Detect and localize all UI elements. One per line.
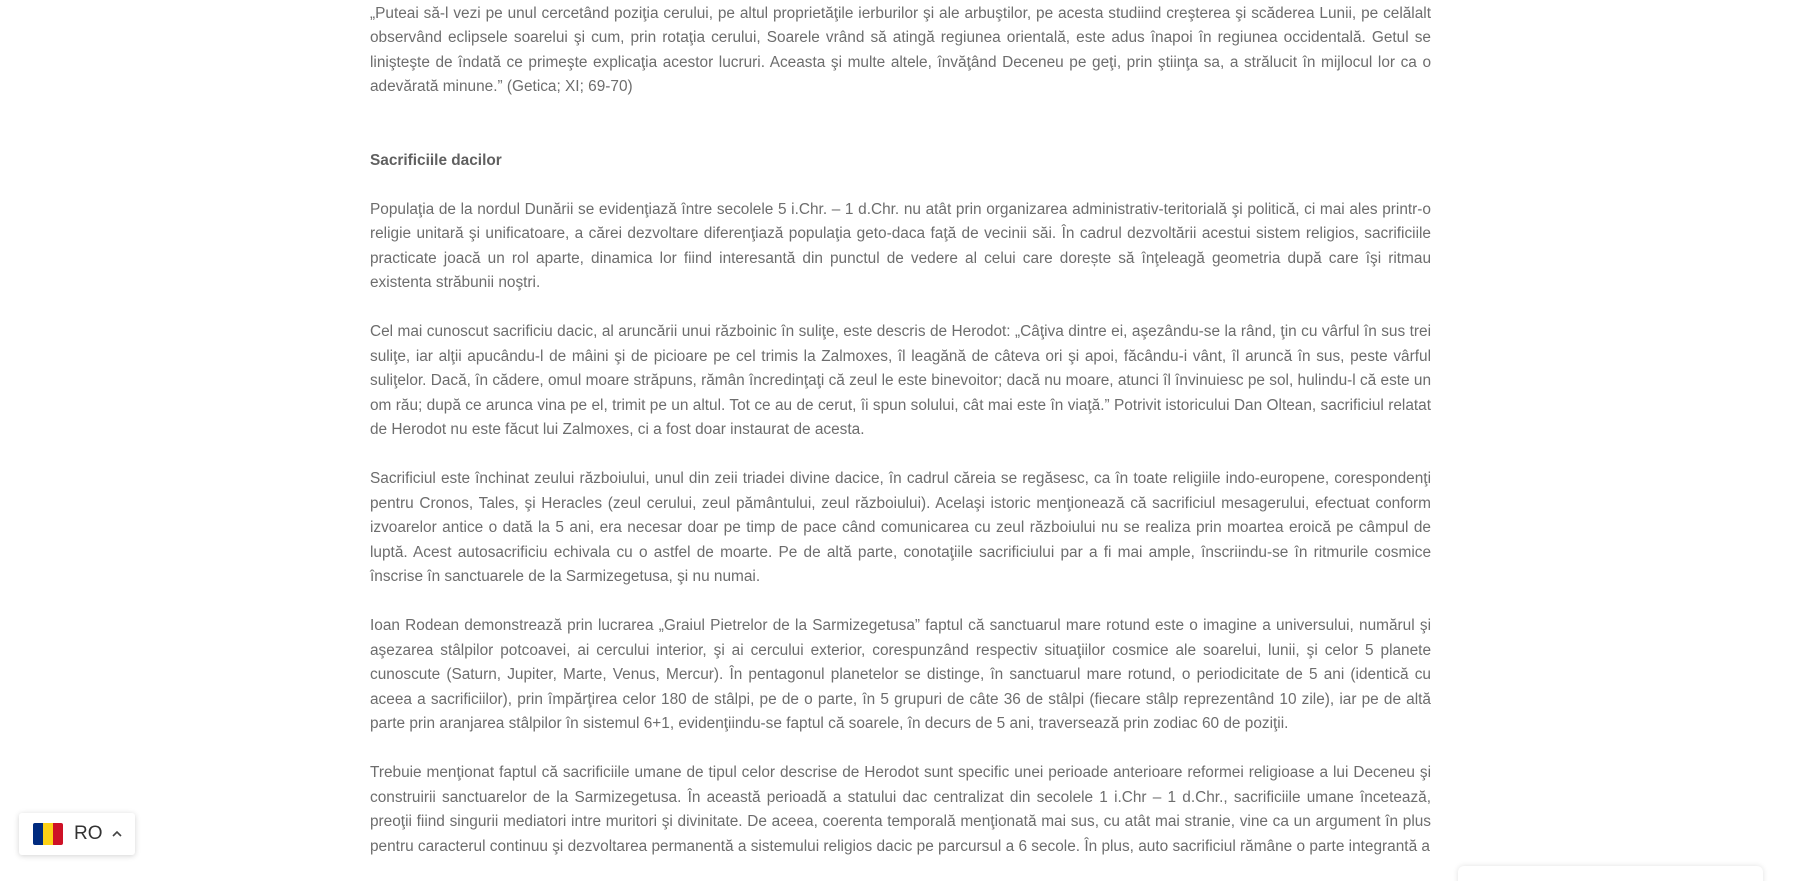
article-body xyxy=(370,0,1431,859)
language-switcher[interactable] xyxy=(19,813,135,855)
article-paragraph: Sacrificiul este închinat zeului războiului, unul din zeii triadei divine dacice, în cadrul căreia se regăsesc, ca în toate religiile indo-europene, corespondenţi pentru Cronos, Tales, şi Heracles (zeul cerului, zeul pământului, zeul războiului). Acelaşi istoric menţionează că sacrificiul mesagerului, efectuat conform izvoarelor antice o dată la 5 ani, era necesar doar pe timp de pace când comunicarea cu zeul războiului nu se realiza prin moartea eroică pe câmpul de luptă. Acest autosacrificiu echivala cu o astfel de moarte. Pe de altă parte, conotaţiile sacrificiului par a fi mai ample, înscriindu-se în ritmurile cosmice înscrise în sanctuarele de la Sarmizegetusa, şi nu numai. xyxy=(370,470,1431,585)
romania-flag-icon xyxy=(33,823,63,845)
article-quote: „Puteai să-l vezi pe unul cercetând poziţia cerului, pe altul proprietăţile ierburilor şi ale arbuştilor, pe acesta studiind creşterea şi scăderea Lunii, pe celălalt observând eclipsele soarelui şi cum, prin rotaţia cerului, Soarele vrând să atingă regiunea orientală, este adus înapoi în regiunea occidentală. Getul se linişteşte de îndată ce primeşte explicaţia acestor lucruri. Aceasta şi multe altele, învăţând Deceneu pe geţi, prin ştiinţa sa, a strălucit în mijlocul lor ca o adevărată minune.” (Getica; XI; 69-70) xyxy=(370,4,1431,95)
language-code: RO xyxy=(74,823,103,844)
flag-band-yellow xyxy=(43,823,53,845)
chevron-up-icon xyxy=(111,828,123,840)
flag-band-red xyxy=(53,823,63,845)
article-paragraph: Cel mai cunoscut sacrificiu dacic, al aruncării unui războinic în suliţe, este descris de Herodot: „Câţiva dintre ei, aşezându-se la rând, ţin cu vârful în sus trei suliţe, iar alţii apucându-l de mâini şi de picioare pe cel trimis la Zalmoxes, îl leagănă de câteva ori şi apoi, făcându-i vânt, îl aruncă în sus, peste vârful suliţelor. Dacă, în cădere, omul moare străpuns, rămân încredinţaţi că zeul le este binevoitor; dacă nu moare, atunci îl învinuiesc pe sol, hulindu-l că este un om rău; după ce arunca vina pe el, trimit pe un altul. Tot ce au de cerut, îi spun solului, cât mai este în viaţă.” Potrivit istoricului Dan Oltean, sacrificiul relatat de Herodot nu este făcut lui Zalmoxes, ci a fost doar instaurat de acesta. xyxy=(370,323,1431,438)
article-paragraph: Trebuie menţionat faptul că sacrificiile umane de tipul celor descrise de Herodot sunt specific unei perioade anterioare reformei religioase a lui Deceneu şi construirii sanctuarelor de la Sarmizegetusa. În această perioadă a statului dac centralizat din secolele 1 i.Chr – 1 d.Chr., sacrificiile umane încetează, preoţii fiind singurii mediatori intre muritori şi divinitate. De aceea, coerenta temporală menţionată mai sus, cu atât mai stranie, vine ca un argument în plus pentru caracterul continuu şi dezvoltarea permanentă a sistemului religios dacic pe parcursul a 6 secole. În plus, auto sacrificiul rămâne o parte integrantă a xyxy=(370,764,1431,855)
article-paragraph: Populaţia de la nordul Dunării se evidenţiază între secolele 5 i.Chr. – 1 d.Chr. nu atât prin organizarea administrativ-teritorială şi politică, ci mai ales printr-o religie unitară şi unificatoare, a cărei dezvoltare diferenţiază populaţia geto-daca faţă de vecinii săi. În cadrul dezvoltării acestui sistem religios, sacrificiile practicate joacă un rol aparte, dinamica lor fiind interesantă din punctul de vedere al celui care dorește să înţeleagă geometria după care îşi ritmau existenta străbunii noştri. xyxy=(370,200,1431,291)
floating-widget[interactable] xyxy=(1458,866,1763,881)
article-paragraph: Ioan Rodean demonstrează prin lucrarea „Graiul Pietrelor de la Sarmizegetusa” faptul că sanctuarul mare rotund este o imagine a universului, numărul şi aşezarea stâlpilor potcoavei, ai cercului interior, şi ai cercului exterior, corespunzând respectiv situaţiilor cosmice ale soarelui, lunii, şi celor 5 planete cunoscute (Saturn, Jupiter, Marte, Venus, Mercur). În pentagonul planetelor se distinge, în sanctuarul mare rotund, o periodicitate de 5 ani (identică cu aceea a sacrificiilor), prin împărţirea celor 180 de stâlpi, pe de o parte, în 5 grupuri de câte 36 de stâlpi (fiecare stâlp reprezentând 10 zile), iar pe de altă parte prin aranjarea stâlpilor în sistemul 6+1, evidenţiindu-se faptul că soarele, în decurs de 5 ani, traversează prin zodiac 60 de poziţii. xyxy=(370,617,1431,732)
section-heading: Sacrificiile dacilor xyxy=(370,151,502,169)
flag-band-blue xyxy=(33,823,43,845)
